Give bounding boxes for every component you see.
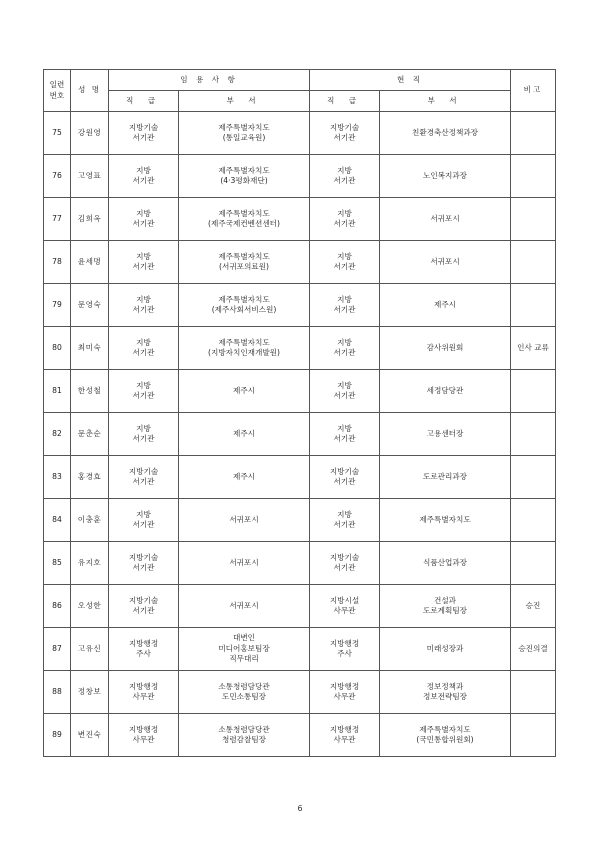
person-name: 김희옥 <box>71 198 109 241</box>
current-rank: 지방 서기관 <box>310 284 380 327</box>
remarks: 승진의결 <box>511 628 556 671</box>
table-row <box>44 112 556 155</box>
serial-number: 82 <box>44 413 71 456</box>
current-department: 친환경축산정책과장 <box>380 112 511 155</box>
person-name: 홍경효 <box>71 456 109 499</box>
appointed-rank: 지방 서기관 <box>109 155 179 198</box>
person-name: 유지호 <box>71 542 109 585</box>
remarks <box>511 284 556 327</box>
header-rank: 직 급 <box>109 91 179 112</box>
table-row <box>44 284 556 327</box>
current-rank: 지방 서기관 <box>310 198 380 241</box>
current-department: 식품산업과장 <box>380 542 511 585</box>
current-rank: 지방기술 서기관 <box>310 112 380 155</box>
person-name: 이충훈 <box>71 499 109 542</box>
current-rank: 지방 서기관 <box>310 370 380 413</box>
remarks <box>511 155 556 198</box>
appointed-rank: 지방 서기관 <box>109 284 179 327</box>
appointed-department: 제주특별자치도 (서귀포의료원) <box>179 241 310 284</box>
person-name: 고유신 <box>71 628 109 671</box>
current-rank: 지방행정 사무관 <box>310 671 380 714</box>
appointed-department: 소통청렴담당관 도민소통팀장 <box>179 671 310 714</box>
serial-number: 76 <box>44 155 71 198</box>
remarks <box>511 499 556 542</box>
person-name: 문영숙 <box>71 284 109 327</box>
appointed-department: 제주특별자치도 (지방자치인재개발원) <box>179 327 310 370</box>
current-rank: 지방 서기관 <box>310 413 380 456</box>
current-department: 제주특별자치도 (국민통합위원회) <box>380 714 511 757</box>
serial-number: 83 <box>44 456 71 499</box>
appointed-rank: 지방 서기관 <box>109 198 179 241</box>
remarks <box>511 413 556 456</box>
remarks <box>511 241 556 284</box>
serial-number: 86 <box>44 585 71 628</box>
header-current: 현 직 <box>310 70 511 91</box>
appointed-rank: 지방행정 사무관 <box>109 714 179 757</box>
serial-number: 84 <box>44 499 71 542</box>
person-name: 정창보 <box>71 671 109 714</box>
current-department: 서귀포시 <box>380 198 511 241</box>
remarks <box>511 542 556 585</box>
remarks <box>511 112 556 155</box>
table-row <box>44 671 556 714</box>
appointed-department: 서귀포시 <box>179 542 310 585</box>
serial-number: 85 <box>44 542 71 585</box>
current-department: 감사위원회 <box>380 327 511 370</box>
current-department: 세정담당관 <box>380 370 511 413</box>
current-department: 서귀포시 <box>380 241 511 284</box>
remarks <box>511 671 556 714</box>
serial-number: 80 <box>44 327 71 370</box>
appointed-department: 제주특별자치도 (통일교육원) <box>179 112 310 155</box>
appointed-department: 소통청렴담당관 청렴감찰팀장 <box>179 714 310 757</box>
table-row <box>44 413 556 456</box>
current-department: 제주시 <box>380 284 511 327</box>
current-department: 미래성장과 <box>380 628 511 671</box>
current-rank: 지방 서기관 <box>310 327 380 370</box>
appointed-rank: 지방행정 주사 <box>109 628 179 671</box>
current-rank: 지방행정 주사 <box>310 628 380 671</box>
current-rank: 지방기술 서기관 <box>310 456 380 499</box>
appointed-department: 제주시 <box>179 413 310 456</box>
person-name: 최미숙 <box>71 327 109 370</box>
personnel-table <box>43 69 556 757</box>
person-name: 윤세명 <box>71 241 109 284</box>
appointed-department: 서귀포시 <box>179 585 310 628</box>
remarks: 승진 <box>511 585 556 628</box>
current-rank: 지방기술 서기관 <box>310 542 380 585</box>
person-name: 오성한 <box>71 585 109 628</box>
header-appointment: 임 용 사 항 <box>109 70 310 91</box>
header-remarks: 비고 <box>511 70 556 112</box>
current-department: 정보정책과 정보전략팀장 <box>380 671 511 714</box>
appointed-rank: 지방기술 서기관 <box>109 456 179 499</box>
current-department: 고용센터장 <box>380 413 511 456</box>
header-serial <box>44 70 71 112</box>
serial-number: 88 <box>44 671 71 714</box>
current-rank: 지방 서기관 <box>310 155 380 198</box>
table-row <box>44 628 556 671</box>
person-name: 변진숙 <box>71 714 109 757</box>
serial-number: 89 <box>44 714 71 757</box>
serial-number: 81 <box>44 370 71 413</box>
serial-number: 75 <box>44 112 71 155</box>
appointed-rank: 지방 서기관 <box>109 499 179 542</box>
appointed-department: 제주시 <box>179 456 310 499</box>
table-row <box>44 198 556 241</box>
page-number: 6 <box>297 804 303 813</box>
serial-number: 78 <box>44 241 71 284</box>
remarks <box>511 370 556 413</box>
table-row <box>44 155 556 198</box>
person-name: 문춘순 <box>71 413 109 456</box>
table-row <box>44 327 556 370</box>
current-department: 건설과 도로계획팀장 <box>380 585 511 628</box>
appointed-department: 서귀포시 <box>179 499 310 542</box>
appointed-rank: 지방 서기관 <box>109 413 179 456</box>
current-department: 노인복지과장 <box>380 155 511 198</box>
remarks <box>511 198 556 241</box>
appointed-department: 제주특별자치도 (4·3평화재단) <box>179 155 310 198</box>
current-department: 제주특별자치도 <box>380 499 511 542</box>
remarks <box>511 456 556 499</box>
table-row <box>44 585 556 628</box>
appointed-rank: 지방기술 서기관 <box>109 542 179 585</box>
table-row <box>44 370 556 413</box>
appointed-rank: 지방기술 서기관 <box>109 585 179 628</box>
appointed-department: 제주특별자치도 (제주사회서비스원) <box>179 284 310 327</box>
current-rank: 지방 서기관 <box>310 241 380 284</box>
appointed-department: 대변인 미디어홍보팀장 직무대리 <box>179 628 310 671</box>
table-row <box>44 499 556 542</box>
appointed-rank: 지방 서기관 <box>109 327 179 370</box>
header-department-current: 부 서 <box>380 91 511 112</box>
appointed-rank: 지방기술 서기관 <box>109 112 179 155</box>
appointed-rank: 지방행정 사무관 <box>109 671 179 714</box>
remarks <box>511 714 556 757</box>
appointed-department: 제주특별자치도 (제주국제컨벤션센터) <box>179 198 310 241</box>
header-serial-text: 일련 번호 <box>49 80 65 100</box>
person-name: 강원영 <box>71 112 109 155</box>
serial-number: 79 <box>44 284 71 327</box>
appointed-rank: 지방 서기관 <box>109 370 179 413</box>
table-row <box>44 456 556 499</box>
header-department: 부 서 <box>179 91 310 112</box>
appointed-department: 제주시 <box>179 370 310 413</box>
current-rank: 지방시설 사무관 <box>310 585 380 628</box>
current-rank: 지방 서기관 <box>310 499 380 542</box>
table-row <box>44 241 556 284</box>
serial-number: 87 <box>44 628 71 671</box>
header-rank-current: 직 급 <box>310 91 380 112</box>
table-row <box>44 714 556 757</box>
serial-number: 77 <box>44 198 71 241</box>
table-body <box>44 112 556 757</box>
table-row <box>44 542 556 585</box>
appointed-rank: 지방 서기관 <box>109 241 179 284</box>
current-rank: 지방행정 사무관 <box>310 714 380 757</box>
person-name: 고영표 <box>71 155 109 198</box>
remarks: 인사 교류 <box>511 327 556 370</box>
person-name: 한성철 <box>71 370 109 413</box>
current-department: 도로관리과장 <box>380 456 511 499</box>
header-name: 성 명 <box>71 70 109 112</box>
